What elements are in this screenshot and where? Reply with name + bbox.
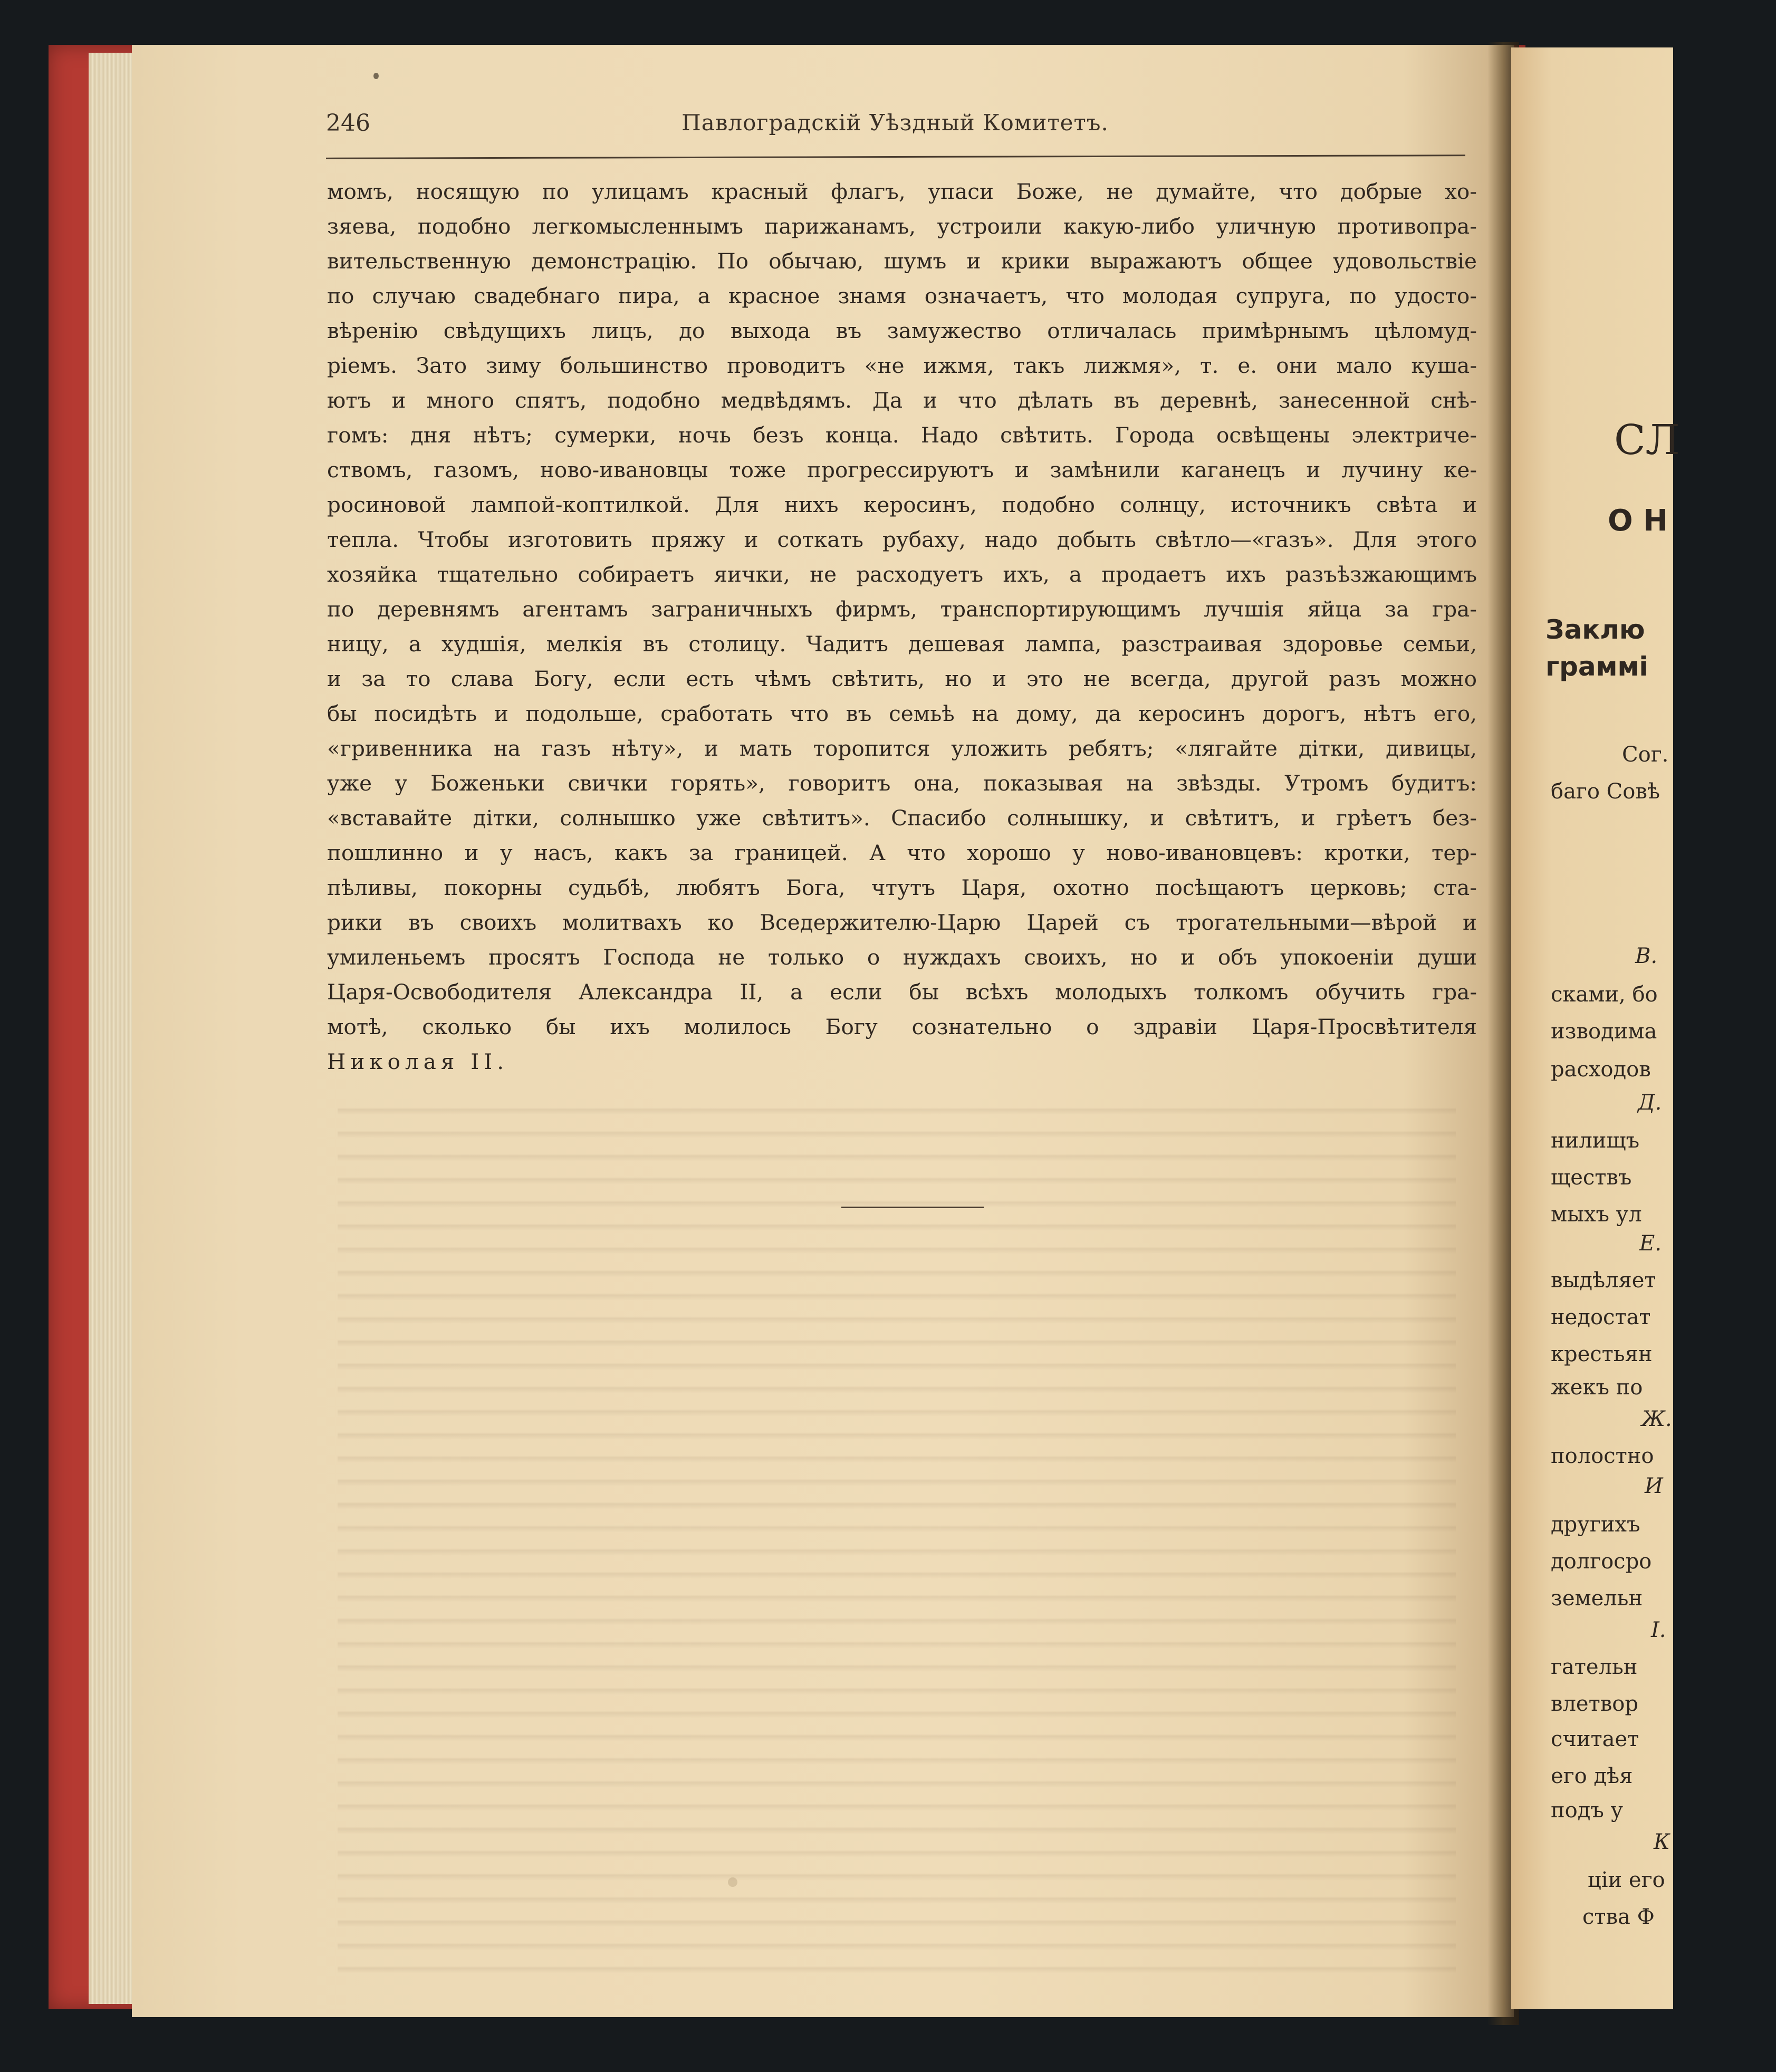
- text-line: пошлинно и у насъ, какъ за границей. А что хорошо у ново-ивановцевъ: кротки, тер-: [327, 840, 1477, 865]
- right-page-line: выдѣляет: [1551, 1268, 1656, 1293]
- text-line: мотѣ, сколько бы ихъ молилось Богу сознательно о здравіи Царя-Просвѣтителя: [327, 1014, 1477, 1039]
- page-stain: [373, 73, 379, 79]
- right-page-line: гательн: [1551, 1655, 1638, 1679]
- text-line: тепла. Чтобы изготовить пряжу и соткать рубаху, надо добыть свѣтло—«газъ». Для этого: [327, 527, 1477, 552]
- right-page-line: изводима: [1551, 1019, 1657, 1044]
- right-page-section-title: граммі: [1545, 651, 1648, 682]
- right-page-line: полостно: [1551, 1444, 1654, 1468]
- right-page-line: земельн: [1551, 1586, 1643, 1611]
- text-line: гомъ: дня нѣтъ; сумерки, ночь безъ конца. Надо свѣтить. Города освѣщены электриче-: [327, 422, 1477, 448]
- running-title: Павлоградскій Уѣздный Комитетъ.: [681, 110, 1109, 136]
- text-line: ствомъ, газомъ, ново-ивановцы тоже прогрессируютъ и замѣнили каганецъ и лучину ке-: [327, 457, 1477, 483]
- right-page-line: влетвор: [1551, 1692, 1638, 1716]
- right-page-line: подъ у: [1551, 1798, 1624, 1823]
- text-line: ріемъ. Зато зиму большинство проводитъ «не ижмя, такъ лижмя», т. е. они мало куша-: [327, 353, 1477, 378]
- right-page-line: Сог.: [1622, 743, 1669, 767]
- text-line: момъ, носящую по улицамъ красный флагъ, упаси Боже, не думайте, что добрые хо-: [327, 179, 1477, 204]
- right-page-line: Е.: [1639, 1231, 1662, 1256]
- right-page-line: считает: [1551, 1727, 1639, 1751]
- page-number: 246: [326, 110, 370, 137]
- right-page-heading: СЛ: [1614, 417, 1680, 464]
- right-page-line: его дѣя: [1551, 1764, 1633, 1788]
- right-page-line: баго Совѣ: [1551, 779, 1660, 804]
- page-stain: [728, 1877, 737, 1887]
- right-page-line: ціи его: [1588, 1868, 1665, 1892]
- text-line: рики въ своихъ молитвахъ ко Вседержителю-Царю Царей съ трогательными—вѣрой и: [327, 910, 1477, 935]
- text-line: по случаю свадебнаго пира, а красное знамя означаетъ, что молодая супруга, по удосто-: [327, 283, 1477, 309]
- text-line: «вставайте дітки, солнышко уже свѣтитъ». Спасибо солнышку, и свѣтитъ, и грѣетъ без-: [327, 805, 1477, 831]
- right-page-line: другихъ: [1551, 1512, 1640, 1537]
- right-page-line: Ж.: [1641, 1407, 1672, 1431]
- right-page-line: И: [1645, 1474, 1663, 1498]
- text-line: ютъ и много спятъ, подобно медвѣдямъ. Да и что дѣлать въ деревнѣ, занесенной снѣ-: [327, 388, 1477, 413]
- right-page-line: нилищъ: [1551, 1129, 1640, 1153]
- text-line: и за то слава Богу, если есть чѣмъ свѣтить, но и это не всегда, другой разъ можно: [327, 666, 1477, 691]
- text-line: Царя-Освободителя Александра II, а если бы всѣхъ молодыхъ толкомъ обучить гра-: [327, 979, 1477, 1005]
- right-page-line: І.: [1651, 1618, 1666, 1642]
- right-page-line: Д.: [1638, 1091, 1662, 1115]
- right-page-line: долгосро: [1551, 1549, 1652, 1574]
- body-text: [327, 174, 1477, 1079]
- text-line: ницу, а худшія, мелкія въ столицу. Чадитъ дешевая лампа, разстраивая здоровье семьи,: [327, 631, 1477, 657]
- right-page-line: мыхъ ул: [1551, 1202, 1642, 1227]
- text-line: росиновой лампой-коптилкой. Для нихъ керосинъ, подобно солнцу, источникъ свѣта и: [327, 492, 1477, 517]
- right-page-line: К: [1654, 1830, 1670, 1854]
- page-header: [326, 110, 1464, 157]
- text-line: по деревнямъ агентамъ заграничныхъ фирмъ, транспортирующимъ лучшія яйца за гра-: [327, 596, 1477, 622]
- right-page-line: крестьян: [1551, 1342, 1653, 1366]
- right-page-line: недостат: [1551, 1305, 1651, 1329]
- text-line: пѣливы, покорны судьбѣ, любятъ Бога, чтутъ Царя, охотно посѣщаютъ церковь; ста-: [327, 875, 1477, 900]
- right-page-line: ществъ: [1551, 1165, 1632, 1190]
- right-page-line: сками, бо: [1551, 982, 1658, 1007]
- text-line: «гривенника на газъ нѣту», и мать торопится уложить ребятъ; «лягайте дітки, дивицы,: [327, 736, 1477, 761]
- text-line: вѣренію свѣдущихъ лицъ, до выхода въ замужество отличалась примѣрнымъ цѣломуд-: [327, 318, 1477, 343]
- text-line: умиленьемъ просятъ Господа не только о нуждахъ своихъ, но и объ упокоеніи души: [327, 945, 1477, 970]
- text-line: Николая II.: [327, 1049, 509, 1074]
- text-line: вительственную демонстрацію. По обычаю, шумъ и крики выражаютъ общее удовольствіе: [327, 248, 1477, 274]
- right-page-subheading: О Н: [1608, 504, 1668, 538]
- text-line: уже у Боженьки свички горять», говоритъ она, показывая на звѣзды. Утромъ будитъ:: [327, 770, 1477, 796]
- text-line: бы посидѣть и подольше, сработать что въ семьѣ на дому, да керосинъ дорогъ, нѣтъ его,: [327, 701, 1477, 726]
- right-page-line: В.: [1635, 944, 1658, 968]
- right-page-line: ства Ф: [1582, 1905, 1655, 1929]
- right-page-section-title: Заклю: [1545, 614, 1645, 645]
- text-line: хозяйка тщательно собираетъ яички, не расходуетъ ихъ, а продаетъ ихъ разъѣзжающимъ: [327, 562, 1477, 587]
- right-page-line: расходов: [1551, 1057, 1651, 1082]
- right-page-line: жекъ по: [1551, 1375, 1643, 1400]
- text-line: зяева, подобно легкомысленнымъ парижанамъ, устроили какую-либо уличную противопра-: [327, 214, 1477, 239]
- section-end-rule: [841, 1207, 984, 1208]
